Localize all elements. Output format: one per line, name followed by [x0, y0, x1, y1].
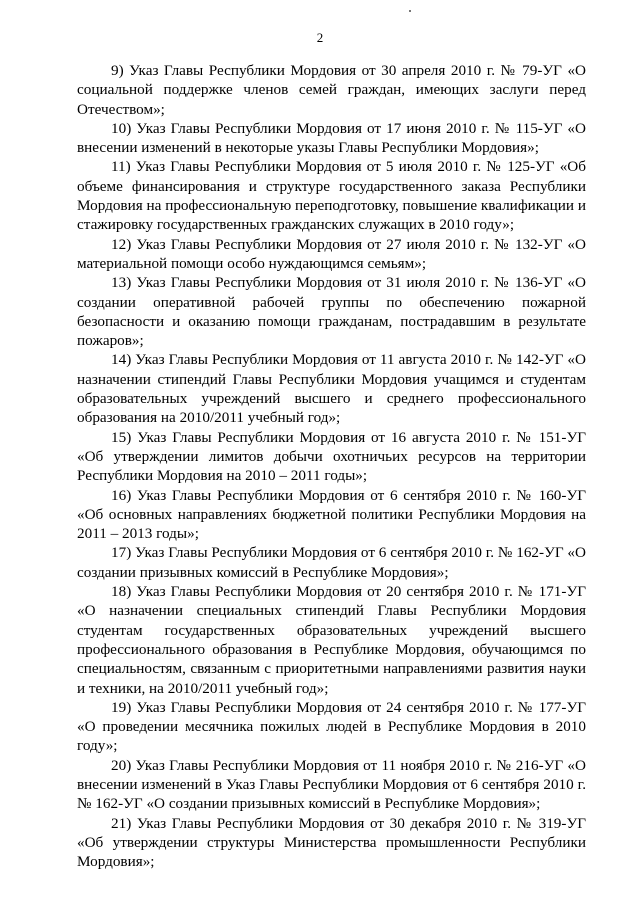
list-item: 13) Указ Главы Республики Мордовия от 31 июля 2010 г. № 136-УГ «О создании оперативной рабочей группы по обеспечению пожарной безопасности и оказанию помощи гражданам, пострадавшим в результате пожаров»; [77, 274, 586, 350]
page-number: 2 [316, 30, 324, 45]
list-item: 17) Указ Главы Республики Мордовия от 6 сентября 2010 г. № 162-УГ «О создании призывных комиссий в Республике Мордовия»; [77, 544, 586, 581]
list-item: 14) Указ Главы Республики Мордовия от 11 августа 2010 г. № 142-УГ «О назначении стипендий Главы Республики Мордовия учащимся и студентам образовательных учреждений высшего и среднего профессионального образования на 2010/2011 учебный год»; [77, 351, 586, 427]
list-item: 18) Указ Главы Республики Мордовия от 20 сентября 2010 г. № 171-УГ «О назначении специальных стипендий Главы Республики Мордовия студентам государственных образовательных учреждений высшего профессионального образования в Республике Мордовия, обучающимся по специальностям, связанным с приоритетными направлениями развития науки и техники, на 2010/2011 учебный год»; [77, 583, 586, 697]
list-item: 15) Указ Главы Республики Мордовия от 16 августа 2010 г. № 151-УГ «Об утверждении лимитов добычи охотничьих ресурсов на территории Республики Мордовия на 2010 – 2011 годы»; [77, 428, 586, 485]
decree-list [77, 61, 586, 871]
list-item: 12) Указ Главы Республики Мордовия от 27 июля 2010 г. № 132-УГ «О материальной помощи особо нуждающимся семьям»; [77, 235, 586, 272]
list-item: 11) Указ Главы Республики Мордовия от 5 июля 2010 г. № 125-УГ «Об объеме финансирования и структуре государственного заказа Республики Мордовия на профессиональную переподготовку, повышение квалификации и стажировку государственных гражданских служащих в 2010 году»; [77, 158, 586, 234]
list-item: 21) Указ Главы Республики Мордовия от 30 декабря 2010 г. № 319-УГ «Об утверждении структуры Министерства промышленности Республики Мордовия»; [77, 814, 586, 871]
list-item: 20) Указ Главы Республики Мордовия от 11 ноября 2010 г. № 216-УГ «О внесении изменений в Указ Главы Республики Мордовия от 6 сентября 2010 г. № 162-УГ «О создании призывных комиссий в Республике Мордовия»; [77, 756, 586, 813]
list-item: 10) Указ Главы Республики Мордовия от 17 июня 2010 г. № 115-УГ «О внесении изменений в некоторые указы Главы Республики Мордовия»; [77, 119, 586, 157]
scan-dot [409, 10, 411, 12]
list-item: 16) Указ Главы Республики Мордовия от 6 сентября 2010 г. № 160-УГ «Об основных направлениях бюджетной политики Республики Мордовия на 2011 – 2013 годы»; [77, 486, 586, 543]
list-item: 19) Указ Главы Республики Мордовия от 24 сентября 2010 г. № 177-УГ «О проведении месячника пожилых людей в Республике Мордовия в 2010 году»; [77, 698, 586, 755]
list-item: 9) Указ Главы Республики Мордовия от 30 апреля 2010 г. № 79-УГ «О социальной поддержке членов семей граждан, имеющих заслуги перед Отечеством»; [77, 62, 586, 118]
